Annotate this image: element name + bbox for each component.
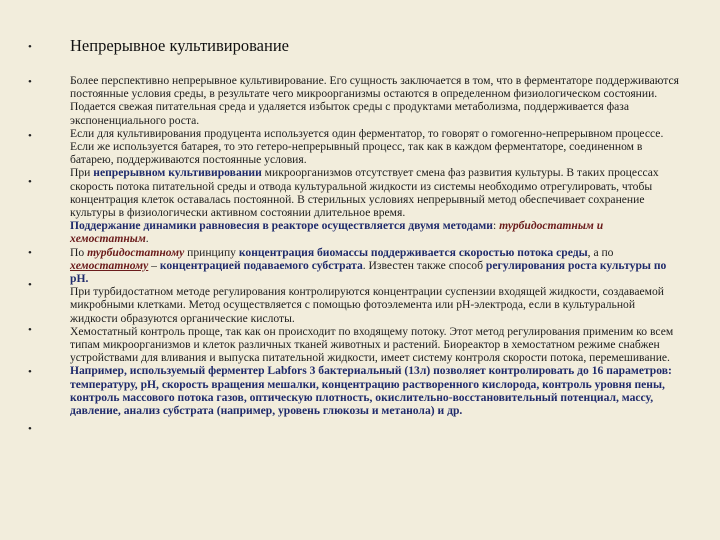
slide-body — [70, 74, 682, 417]
paragraph-3-text-a: При — [70, 166, 94, 180]
bullet-8: • — [28, 423, 32, 435]
paragraph-1: Более перспективно непрерывное культивирование. Его сущность заключается в том, что в ферментаторе поддерживаются постоянные условия среды, в результате чего микроорганизмы остаются в определенном физиологическом состоянии. Подается свежая питательная среда и удаляется избыток среды с продуктами метаболизма, поддерживается фаза экспоненциального роста. — [70, 74, 679, 127]
paragraph-5-text-c: принципу — [184, 245, 239, 259]
paragraph-5-ph: регулирования роста культуры по рН. — [70, 258, 667, 286]
bullet-6: • — [28, 324, 32, 336]
bullet-1: • — [28, 76, 32, 88]
paragraph-4-methods: турбидостатным и хемостатным — [70, 219, 604, 246]
paragraph-3 — [70, 166, 682, 219]
paragraph-5 — [70, 246, 682, 286]
paragraph-5-biomass: концентрация биомассы поддерживается скоростью потока среды — [238, 245, 588, 259]
paragraph-5-text-a: По — [70, 245, 88, 259]
slide-title: Непрерывное культивирование — [70, 36, 289, 55]
paragraph-5-chemostat: хемостатному — [70, 258, 149, 272]
bullet-4: • — [28, 247, 32, 259]
paragraph-2: Если для культивирования продуцента используется один ферментатор, то говорят о гомогенно-непрерывном процессе. Если же используется батарея, то это гетеро-непрерывный процесс, так как в каждом ферментаторе, соединенном в батарею, поддерживаются постоянные условия. — [70, 126, 664, 167]
paragraph-5-text-i: . Известен также способ — [362, 258, 486, 272]
paragraph-4-emphasis: Поддержание динамики равновесия в реакторе осуществляется двумя методами — [70, 219, 493, 233]
bullet-2: • — [28, 130, 32, 142]
paragraph-6: При турбидостатном методе регулирования контролируются концентрации суспензии входящей жидкости, создаваемой микробными клетками. Метод осуществляется с помощью фотоэлемента или рН-электрода, если в культуральной жидкости образуются органические кислоты. — [70, 285, 664, 325]
bullet-title: • — [28, 41, 32, 53]
paragraph-4-period: . — [145, 232, 149, 246]
paragraph-4 — [70, 219, 682, 245]
paragraph-7: Хемостатный контроль проще, так как он происходит по входящему потоку. Этот метод регулирования применим ко всем типам микроорганизмов и клеток различных тканей животных и растений. Биореактор в хемостатном режиме снабжен устройствами для вливания и выпуска питательной жидкости, имеет систему контроля скорости потока, перемешивание. — [70, 324, 674, 365]
paragraph-5-dash: – — [148, 258, 160, 272]
paragraph-3-text-c: микроорганизмов отсутствует смена фаз развития культуры. В таких процессах скорость потока питательной среды и отвода культуральной жидкости из системы необходимо отрегулировать, чтобы концентрация клеток оставалась постоянной. В стерильных условиях непрерывный метод обеспечивает сохранение культуры в физиологически активном состоянии длительное время. — [70, 166, 659, 220]
paragraph-5-turbidostat: турбидостатному — [87, 245, 185, 259]
paragraph-5-text-e: , а по — [587, 245, 614, 259]
paragraph-8: Например, используемый ферментер Labfors 3 бактериальный (13л) позволяет контролировать до 16 параметров: температуру, рН, скорость вращения мешалки, концентрацию растворенного кислорода, контроль уровня пены, контроль массового потока газов, оптическую плотность, окислительно-восстановительный потенциал, массу, давление, анализ субстрата (например, уровень глюкозы и метанола) и др. — [70, 364, 672, 418]
bullet-7: • — [28, 366, 32, 378]
bullet-5: • — [28, 279, 32, 291]
bullet-3: • — [28, 176, 32, 188]
paragraph-3-emphasis: непрерывном культивировании — [93, 166, 262, 180]
paragraph-5-substrate: концентрацией подаваемого субстрата — [159, 258, 363, 272]
paragraph-4-colon: : — [492, 219, 500, 233]
